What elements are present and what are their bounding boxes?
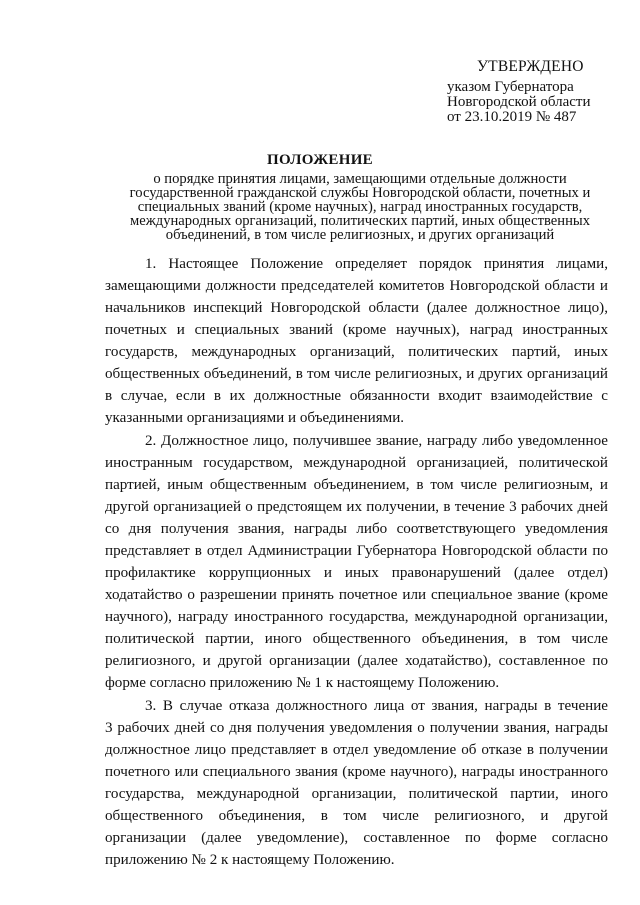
- paragraph-line: политической партии, иного общественного объединения, в том числе: [105, 631, 608, 647]
- paragraph-line: партией, иным общественным объединением, в том числе религиозным, и: [105, 477, 608, 493]
- paragraph-line: должностное лицо представляет в отдел уведомление об отказе в получении: [105, 742, 608, 758]
- paragraph-line: 1. Настоящее Положение определяет порядок принятия лицами,: [145, 256, 608, 272]
- paragraph-line: в случае, если в их должностные обязанности входит взаимодействие с: [105, 388, 608, 404]
- paragraph-line: научного), награду иностранного государства, международной организации,: [105, 609, 608, 625]
- paragraph-line: почетного или специального звания (кроме научного), награды иностранного: [105, 764, 608, 780]
- approval-line-region: Новгородской области: [447, 94, 591, 110]
- paragraph-line: ходатайство о разрешении принять почетное или специальное звание (кроме: [105, 587, 608, 603]
- paragraph-line: представляет в отдел Администрации Губернатора Новгородской области по: [105, 543, 608, 559]
- paragraph-3: [105, 695, 608, 871]
- paragraph-line: организации (далее уведомление), составленное по форме согласно: [105, 830, 608, 846]
- paragraph-line: религиозного, и другой организации (далее ходатайство), составленное по: [105, 653, 608, 669]
- paragraph-line: указанными организациями и объединениями.: [105, 410, 405, 426]
- paragraph-1: [105, 253, 608, 429]
- subtitle-line: государственной гражданской службы Новгородской области, почетных и: [129, 185, 591, 201]
- subtitle-line: специальных званий (кроме научных), наград иностранных государств,: [137, 199, 583, 215]
- paragraph-line: государств, международных организаций, политических партий, иных: [105, 344, 608, 360]
- document-title: ПОЛОЖЕНИЕ: [267, 152, 373, 168]
- paragraph-line: почетных и специальных званий (кроме научных), наград иностранных: [105, 322, 608, 338]
- paragraph-line: замещающими должности председателей комитетов Новгородской области и: [105, 278, 608, 294]
- paragraph-line: другой организацией о предстоящем их получении, в течение 3 рабочих дней: [105, 499, 608, 515]
- paragraph-line: форме согласно приложению № 1 к настоящему Положению.: [105, 675, 500, 691]
- paragraph-line: общественного объединения, в том числе религиозного, и другой: [105, 808, 608, 824]
- paragraph-line: начальников инспекций Новгородской области (далее должностное лицо),: [105, 300, 608, 316]
- paragraph-line: приложению № 2 к настоящему Положению.: [105, 852, 395, 868]
- subtitle-line: международных организаций, политических партий, иных общественных: [129, 213, 591, 229]
- paragraph-line: 3. В случае отказа должностного лица от звания, награды в течение: [145, 698, 608, 714]
- paragraph-line: 2. Должностное лицо, получившее звание, награду либо уведомленное: [145, 433, 608, 449]
- document-body: [105, 253, 608, 872]
- approval-line-date: от 23.10.2019 № 487: [447, 109, 577, 125]
- subtitle-line: о порядке принятия лицами, замещающими отдельные должности: [153, 171, 567, 187]
- paragraph-line: иностранным государством, международной организацией, политической: [105, 455, 608, 471]
- paragraph-2: [105, 430, 608, 694]
- paragraph-line: общественных объединений, в том числе религиозных, и других организаций: [105, 366, 608, 382]
- document-subtitle: [110, 172, 610, 242]
- approval-line-decree: указом Губернатора: [447, 79, 574, 95]
- paragraph-line: профилактике коррупционных и иных правонарушений (далее отдел): [105, 565, 608, 581]
- paragraph-line: 3 рабочих дней со дня получения уведомления о получении звания, награды: [105, 720, 608, 736]
- approval-stamp: [447, 59, 627, 125]
- approved-heading: УТВЕРЖДЕНО: [477, 58, 584, 75]
- subtitle-line: объединений, в том числе религиозных, и других организаций: [165, 227, 555, 243]
- paragraph-line: со дня получения звания, награды либо соответствующего уведомления: [105, 521, 608, 537]
- paragraph-line: государства, международной организации, политической партии, иного: [105, 786, 608, 802]
